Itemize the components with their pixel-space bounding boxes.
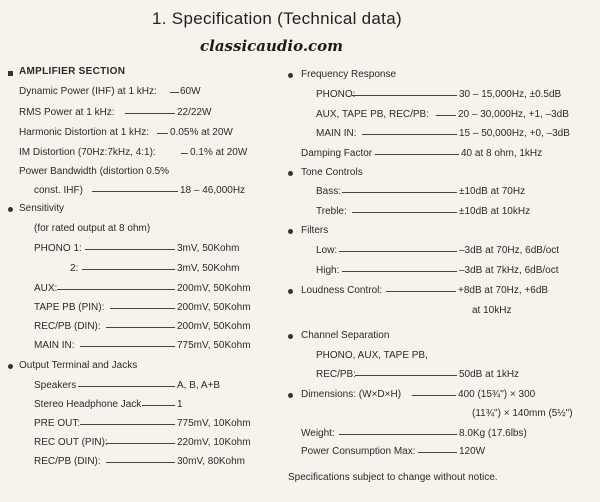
leader-line — [80, 424, 175, 425]
filters-heading: Filters — [301, 225, 329, 236]
main-in-value: 775mV, 50Kohm — [177, 340, 251, 351]
power-bandwidth-label-2: const. IHF) — [34, 185, 83, 196]
leader-line — [342, 271, 457, 272]
sensitivity-note: (for rated output at 8 ohm) — [34, 223, 151, 234]
loudness-value: +8dB at 70Hz, +6dB — [458, 285, 549, 296]
harmonic-distortion-label: Harmonic Distortion at 1 kHz: — [19, 127, 150, 138]
page-title: 1. Specification (Technical data) — [152, 9, 402, 28]
freq-phono-label: PHONO: — [316, 89, 356, 100]
leader-line — [418, 452, 457, 453]
headphone-label: Stereo Headphone Jack — [34, 399, 142, 410]
leader-line — [142, 405, 175, 406]
rec-out-value: 220mV, 10Kohm — [177, 437, 251, 448]
amplifier-heading: AMPLIFIER SECTION — [19, 66, 126, 77]
bullet-icon — [288, 171, 293, 176]
section-bullet-icon — [8, 71, 13, 76]
filter-low-label: Low: — [316, 245, 338, 256]
phono2-label: 2: — [70, 263, 79, 274]
leader-line — [82, 269, 175, 270]
dynamic-power-value: 60W — [180, 86, 201, 97]
leader-line — [352, 95, 457, 96]
leader-line — [106, 443, 175, 444]
main-in-label: MAIN IN: — [34, 340, 75, 351]
bullet-icon — [288, 229, 293, 234]
leader-line — [110, 308, 175, 309]
freq-main-in-value: 15 – 50,000Hz, +0, –3dB — [459, 128, 570, 139]
damping-value: 40 at 8 ohm, 1kHz — [461, 148, 543, 159]
power-consumption-label: Power Consumption Max: — [301, 446, 416, 457]
leader-line — [106, 462, 175, 463]
bass-value: ±10dB at 70Hz — [459, 186, 526, 197]
leader-line — [342, 192, 457, 193]
weight-value: 8.0Kg (17.6lbs) — [459, 428, 527, 439]
aux-value: 200mV, 50Kohm — [177, 283, 251, 294]
watermark: classicaudio.com — [200, 37, 344, 55]
leader-line — [170, 92, 179, 93]
leader-line — [436, 115, 456, 116]
harmonic-distortion-value: 0.05% at 20W — [170, 127, 233, 138]
separation-line1: PHONO, AUX, TAPE PB, — [316, 350, 428, 361]
freq-main-in-label: MAIN IN: — [316, 128, 357, 139]
phono1-label: PHONO 1: — [34, 243, 82, 254]
pre-out-label: PRE OUT: — [34, 418, 81, 429]
leader-line — [386, 291, 456, 292]
leader-line — [362, 134, 457, 135]
freq-heading: Frequency Response — [301, 69, 397, 80]
leader-line — [339, 251, 457, 252]
rms-power-value: 22/22W — [177, 107, 212, 118]
separation-heading: Channel Separation — [301, 330, 390, 341]
phono1-value: 3mV, 50Kohm — [177, 243, 240, 254]
im-distortion-value: 0.1% at 20W — [190, 147, 248, 158]
leader-line — [339, 434, 457, 435]
separation-label: REC/PB: — [316, 369, 357, 380]
speakers-label: Speakers — [34, 380, 77, 391]
freq-aux-label: AUX, TAPE PB, REC/PB: — [316, 109, 429, 120]
dimensions-value: 400 (15¾") × 300 — [458, 389, 536, 400]
dimensions-label: Dimensions: (W×D×H) — [301, 389, 402, 400]
rec-pb-value: 200mV, 50Kohm — [177, 321, 251, 332]
rec-pb-label: REC/PB (DIN): — [34, 321, 101, 332]
leader-line — [80, 346, 175, 347]
headphone-value: 1 — [177, 399, 183, 410]
dimensions-value-2: (11¾") × 140mm (5½") — [472, 408, 573, 419]
leader-line — [157, 133, 168, 134]
bass-label: Bass: — [316, 186, 342, 197]
leader-line — [352, 212, 457, 213]
aux-label: AUX: — [34, 283, 58, 294]
sensitivity-heading: Sensitivity — [19, 203, 65, 214]
pre-out-value: 775mV, 10Kohm — [177, 418, 251, 429]
leader-line — [92, 191, 178, 192]
bullet-icon — [288, 393, 293, 398]
leader-line — [57, 289, 175, 290]
freq-aux-value: 20 – 30,000Hz, +1, –3dB — [458, 109, 569, 120]
rec-pb-din-label: REC/PB (DIN): — [34, 456, 101, 467]
tape-pb-value: 200mV, 50Kohm — [177, 302, 251, 313]
leader-line — [375, 154, 459, 155]
im-distortion-label: IM Distortion (70Hz:7kHz, 4:1): — [19, 147, 156, 158]
rms-power-label: RMS Power at 1 kHz: — [19, 107, 115, 118]
loudness-value-2: at 10kHz — [472, 305, 512, 316]
treble-label: Treble: — [316, 206, 347, 217]
power-bandwidth-label: Power Bandwidth (distortion 0.5% — [19, 166, 170, 177]
dynamic-power-label: Dynamic Power (IHF) at 1 kHz: — [19, 86, 157, 97]
treble-value: ±10dB at 10kHz — [459, 206, 531, 217]
freq-phono-value: 30 – 15,000Hz, ±0.5dB — [459, 89, 562, 100]
weight-label: Weight: — [301, 428, 335, 439]
leader-line — [78, 386, 175, 387]
power-consumption-value: 120W — [459, 446, 486, 457]
leader-line — [181, 153, 188, 154]
footnote: Specifications subject to change without notice. — [288, 472, 498, 483]
leader-line — [412, 395, 456, 396]
leader-line — [125, 113, 175, 114]
tone-heading: Tone Controls — [301, 167, 363, 178]
tape-pb-label: TAPE PB (PIN): — [34, 302, 105, 313]
bullet-icon — [288, 73, 293, 78]
damping-label: Damping Factor — [301, 148, 373, 159]
power-bandwidth-value: 18 – 46,000Hz — [180, 185, 246, 196]
loudness-label: Loudness Control: — [301, 285, 383, 296]
filter-high-value: –3dB at 7kHz, 6dB/oct — [459, 265, 559, 276]
speakers-value: A, B, A+B — [177, 380, 221, 391]
filter-low-value: –3dB at 70Hz, 6dB/oct — [459, 245, 560, 256]
filter-high-label: High: — [316, 265, 340, 276]
bullet-icon — [8, 364, 13, 369]
output-heading: Output Terminal and Jacks — [19, 360, 138, 371]
leader-line — [85, 249, 175, 250]
bullet-icon — [8, 207, 13, 212]
rec-pb-din-value: 30mV, 80Kohm — [177, 456, 246, 467]
rec-out-label: REC OUT (PIN): — [34, 437, 108, 448]
bullet-icon — [288, 289, 293, 294]
separation-value: 50dB at 1kHz — [459, 369, 520, 380]
leader-line — [355, 375, 457, 376]
phono2-value: 3mV, 50Kohm — [177, 263, 240, 274]
bullet-icon — [288, 334, 293, 339]
leader-line — [106, 327, 175, 328]
